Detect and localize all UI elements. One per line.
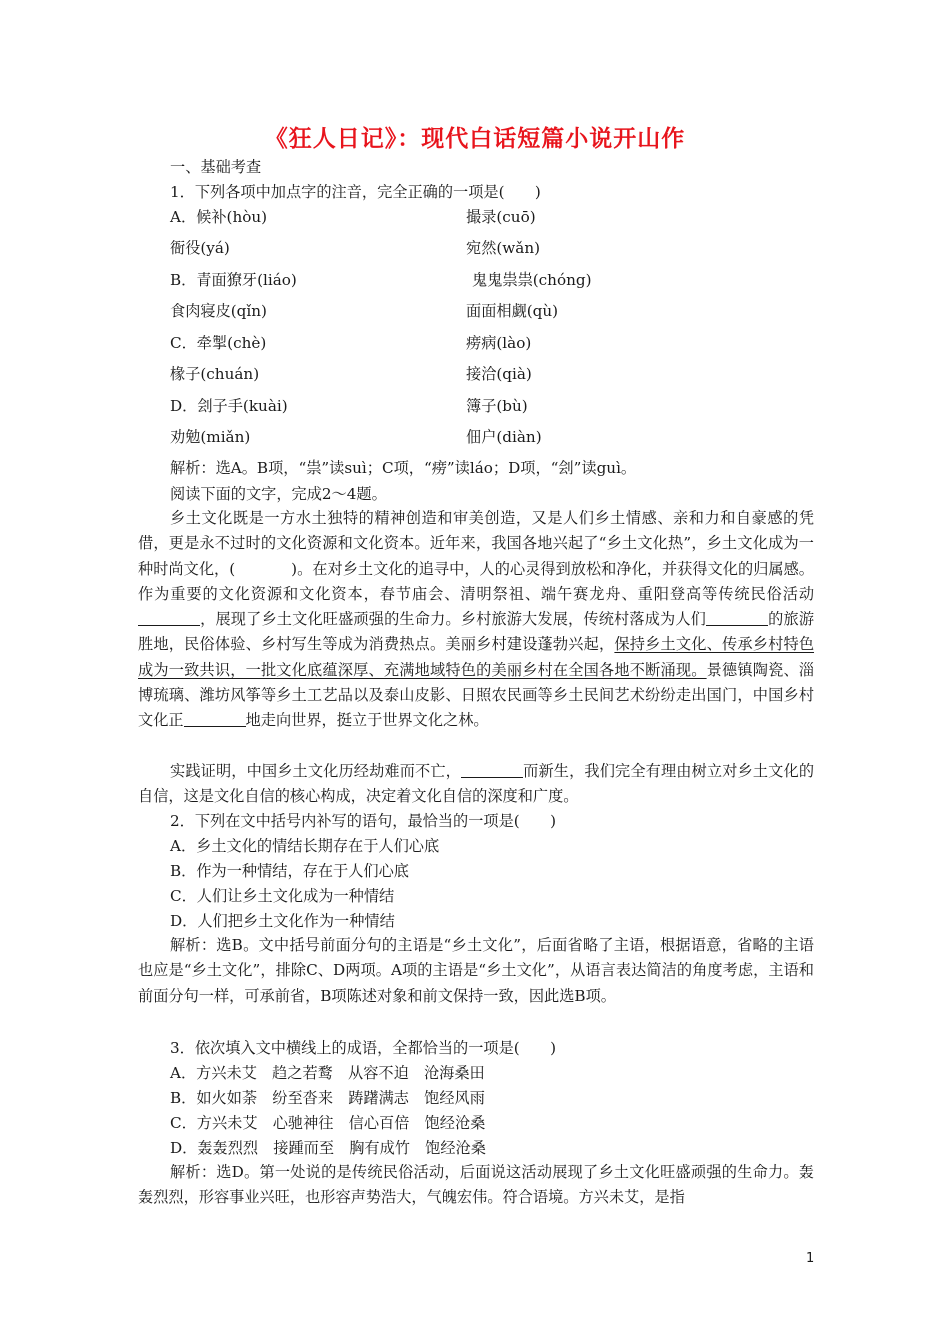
q2-option-a: A．乡土文化的情结长期存在于人们心底 xyxy=(170,837,440,855)
q1-option-c-4: 接洽(qià) xyxy=(466,365,532,383)
passage-text: 而新生，我们完全有理由树立对乡土文化的自信，这是文化自信的核心构成，决定着文化自信的深度和广度。 xyxy=(138,762,815,806)
fill-blank xyxy=(138,609,200,626)
q2-option-c: C．人们让乡土文化成为一种情结 xyxy=(170,887,395,905)
q1-option-a-4: 宛然(wǎn) xyxy=(466,239,541,257)
q1-option-b-3: 食肉寝皮(qǐn) xyxy=(170,302,267,320)
question-2-stem: 2．下列在文中括号内补写的语句，最恰当的一项是( ) xyxy=(170,812,557,830)
q2-option-b: B．作为一种情结，存在于人们心底 xyxy=(170,862,409,880)
page-number: 1 xyxy=(806,1251,815,1266)
passage-text: 地走向世界，挺立于世界文化之林。 xyxy=(245,711,489,730)
q1-analysis: 解析：选A。B项，“祟”读suì；C项，“痨”读láo；D项，“刽”读guì。 xyxy=(170,459,637,477)
q1-option-d-3: 劝勉(miǎn) xyxy=(170,428,251,446)
section-heading: 一、基础考查 xyxy=(170,158,262,176)
q1-option-a-1: A．候补(hòu) xyxy=(170,208,268,226)
q1-option-b-1: B．青面獠牙(liáo) xyxy=(170,271,297,289)
passage-text: ，展现了乡土文化旺盛顽强的生命力。乡村旅游大发展，传统村落成为人们 xyxy=(200,610,707,629)
parenthesis-blank xyxy=(235,560,291,576)
passage-text: )。在对乡土文化的追寻中，人的心灵得到放松和净化，并获得文化的归属感。作为重要的文化资源和文化资本，春节庙会、清明祭祖、端午赛龙舟、重阳登高等传统民俗活动 xyxy=(138,559,814,603)
q3-option-b: B．如火如荼 纷至沓来 踌躇满志 饱经风雨 xyxy=(170,1089,485,1107)
q2-option-d: D．人们把乡土文化作为一种情结 xyxy=(170,912,395,930)
q1-option-c-3: 椽子(chuán) xyxy=(170,365,260,383)
q1-option-a-2: 撮录(cuō) xyxy=(466,208,536,226)
passage-paragraph-2 xyxy=(138,759,814,810)
passage-text: 乡土文化既是一方水土独特的精神创造和审美创造，又是人们乡土情感、亲和力和自豪感的凭借，更是永不过时的文化资源和文化资本。近年来，我国各地兴起了“乡土文化热”，乡土文化成为一种时尚文化，( xyxy=(138,509,814,578)
question-1-stem: 1．下列各项中加点字的注音，完全正确的一项是( ) xyxy=(170,183,541,201)
q2-analysis: 解析：选B。文中括号前面分句的主语是“乡土文化”，后面省略了主语，根据语意，省略的主语也应是“乡土文化”，排除C、D两项。A项的主语是“乡土文化”，从语言表达简洁的角度考虑，主语和前面分句一样，可承前省，B项陈述对象和前文保持一致，因此选B项。 xyxy=(138,936,814,1005)
passage-text: 实践证明，中国乡土文化历经劫难而不亡， xyxy=(170,762,461,780)
q1-option-c-1: C．牵掣(chè) xyxy=(170,334,267,352)
q1-option-d-1: D．刽子手(kuài) xyxy=(170,397,288,415)
passage-text: 景德镇陶瓷、淄博琉璃、潍坊风筝等乡土工艺品以及泰山皮影、日照农民画等乡土民间艺术纷纷走出国门，中国乡村文化正 xyxy=(138,660,815,730)
underlined-sentence: 保持乡土文化、传承乡村特色成为一致共识，一批文化底蕴深厚、充满地域特色的美丽乡村在全国各地不断涌现。 xyxy=(138,635,815,679)
q1-option-b-2: 鬼鬼祟祟(chóng) xyxy=(472,271,592,289)
q1-option-c-2: 痨病(lào) xyxy=(466,334,532,352)
reading-instruction: 阅读下面的文字，完成2～4题。 xyxy=(170,485,387,503)
q1-option-b-4: 面面相觑(qù) xyxy=(466,302,559,320)
q3-option-c: C．方兴未艾 心驰神往 信心百倍 饱经沧桑 xyxy=(170,1114,486,1132)
q1-option-d-4: 佃户(diàn) xyxy=(466,428,542,446)
q3-analysis: 解析：选D。第一处说的是传统民俗活动，后面说这活动展现了乡土文化旺盛顽强的生命力。轰轰烈烈，形容事业兴旺，也形容声势浩大，气魄宏伟。符合语境。方兴未艾，是指 xyxy=(138,1163,814,1207)
q3-option-a: A．方兴未艾 趋之若鹜 从容不迫 沧海桑田 xyxy=(170,1064,485,1082)
q3-option-d: D．轰轰烈烈 接踵而至 胸有成竹 饱经沧桑 xyxy=(170,1139,486,1157)
q1-option-d-2: 簿子(bù) xyxy=(466,397,528,415)
passage-paragraph-1 xyxy=(138,506,814,734)
passage-text: 的旅游胜地，民俗体验、乡村写生等成为消费热点。美丽乡村建设蓬勃兴起， xyxy=(138,610,815,654)
fill-blank xyxy=(184,710,246,727)
fill-blank xyxy=(461,761,523,778)
q1-option-a-3: 衙役(yá) xyxy=(170,239,230,257)
question-3-stem: 3．依次填入文中横线上的成语，全都恰当的一项是( ) xyxy=(170,1039,557,1057)
fill-blank xyxy=(706,609,768,626)
document-title: 《狂人日记》：现代白话短篇小说开山作 xyxy=(264,126,686,152)
